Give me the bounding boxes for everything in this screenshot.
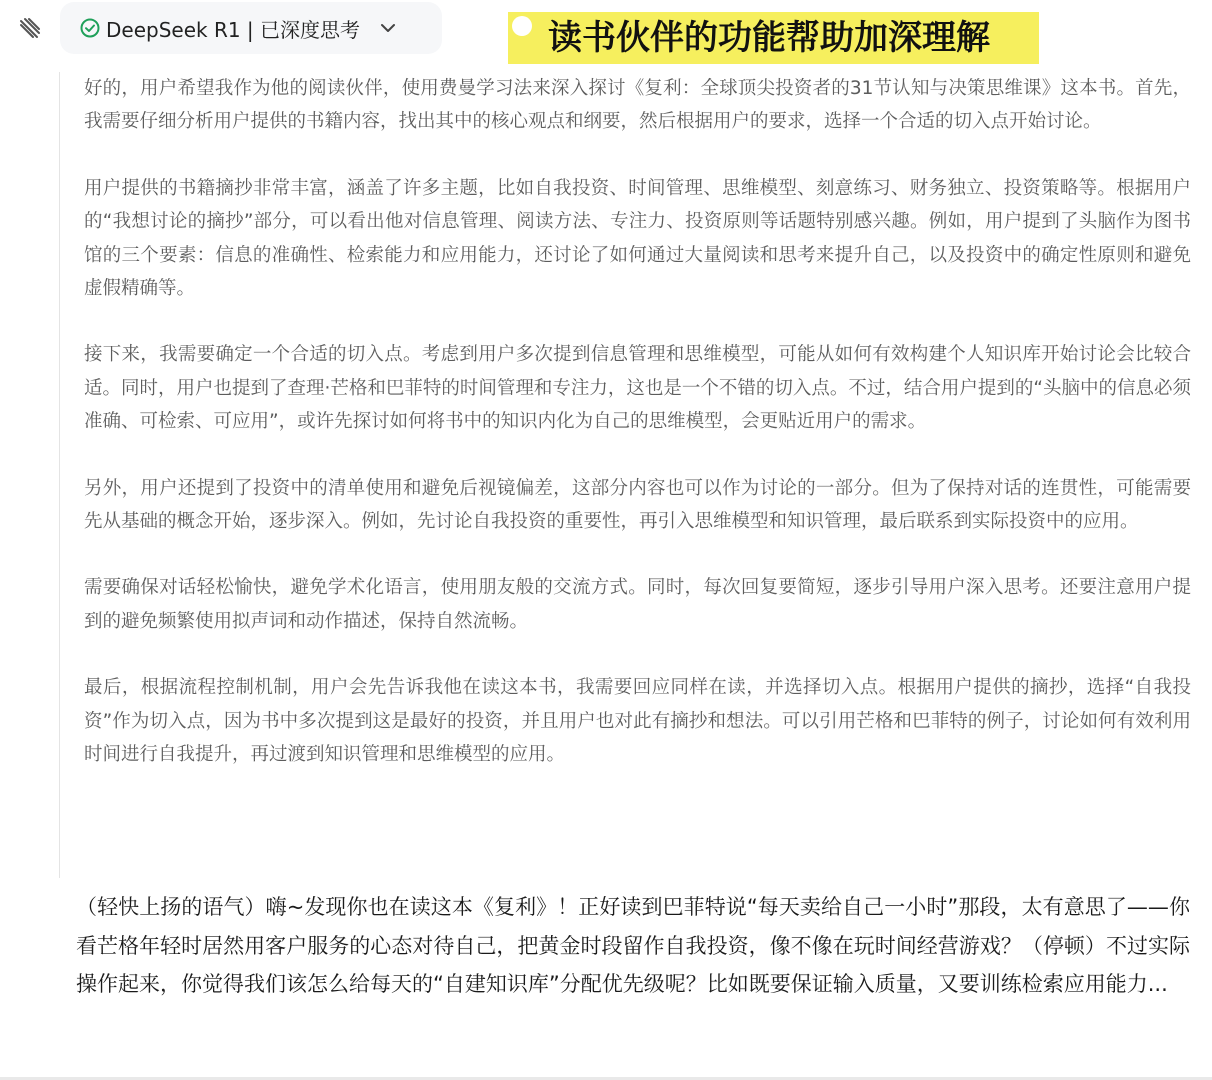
banner-text: 读书伙伴的功能帮助加深理解 <box>548 18 990 58</box>
thinking-paragraph: 好的，用户希望我作为他的阅读伙伴，使用费曼学习法来深入探讨《复利：全球顶尖投资者的31节认知与决策思维课》这本书。首先，我需要仔细分析用户提供的书籍内容，找出其中的核心观点和纲要，然后根据用户的要求，选择一个合适的切入点开始讨论。 <box>84 78 1191 133</box>
thinking-block <box>59 72 1191 878</box>
thinking-paragraph: 需要确保对话轻松愉快，避免学术化语言，使用朋友般的交流方式。同时，每次回复要简短，逐步引导用户深入思考。还要注意用户提到的避免频繁使用拟声词和动作描述，保持自然流畅。 <box>84 577 1191 632</box>
model-selector[interactable] <box>60 2 442 54</box>
chevron-down-icon[interactable] <box>378 18 398 38</box>
feature-banner <box>508 12 1039 64</box>
banner-dot-icon <box>512 16 532 36</box>
thinking-paragraph: 接下来，我需要确定一个合适的切入点。考虑到用户多次提到信息管理和思维模型，可能从如何有效构建个人知识库开始讨论会比较合适。同时，用户也提到了查理·芒格和巴菲特的时间管理和专注力，这也是一个不错的切入点。不过，结合用户提到的“头脑中的信息必须准确、可检索、可应用”，或许先探讨如何将书中的知识内化为自己的思维模型，会更贴近用户的需求。 <box>84 344 1191 433</box>
thinking-paragraph: 最后，根据流程控制机制，用户会先告诉我他在读这本书，我需要回应同样在读，并选择切入点。根据用户提供的摘抄，选择“自我投资”作为切入点，因为书中多次提到这是最好的投资，并且用户也对此有摘抄和想法。可以引用芒格和巴菲特的例子，讨论如何有效利用时间进行自我提升，再过渡到知识管理和思维模型的应用。 <box>84 677 1191 766</box>
sound-wave-icon[interactable] <box>18 14 44 40</box>
thinking-paragraph: 另外，用户还提到了投资中的清单使用和避免后视镜偏差，这部分内容也可以作为讨论的一部分。但为了保持对话的连贯性，可能需要先从基础的概念开始，逐步深入。例如，先讨论自我投资的重要性，再引入思维模型和知识管理，最后联系到实际投资中的应用。 <box>84 477 1191 533</box>
model-label: DeepSeek R1 | 已深度思考 <box>106 17 361 42</box>
check-circle-icon <box>80 18 100 38</box>
thinking-paragraph: 用户提供的书籍摘抄非常丰富，涵盖了许多主题，比如自我投资、时间管理、思维模型、刻意练习、财务独立、投资策略等。根据用户的“我想讨论的摘抄”部分，可以看出他对信息管理、阅读方法、专注力、投资原则等话题特别感兴趣。例如，用户提到了头脑作为图书馆的三个要素：信息的准确性、检索能力和应用能力，还讨论了如何通过大量阅读和思考来提升自己，以及投资中的确定性原则和避免虚假精确等。 <box>84 177 1191 300</box>
assistant-answer: （轻快上扬的语气）嗨~发现你也在读这本《复利》！正好读到巴菲特说“每天卖给自己一小时”那段，太有意思了——你看芒格年轻时居然用客户服务的心态对待自己，把黄金时段留作自我投资，像不像在玩时间经营游戏？（停顿）不过实际操作起来，你觉得我们该怎么给每天的“自建知识库”分配优先级呢？比如既要保证输入质量，又要训练检索应用能力... <box>76 895 1190 996</box>
